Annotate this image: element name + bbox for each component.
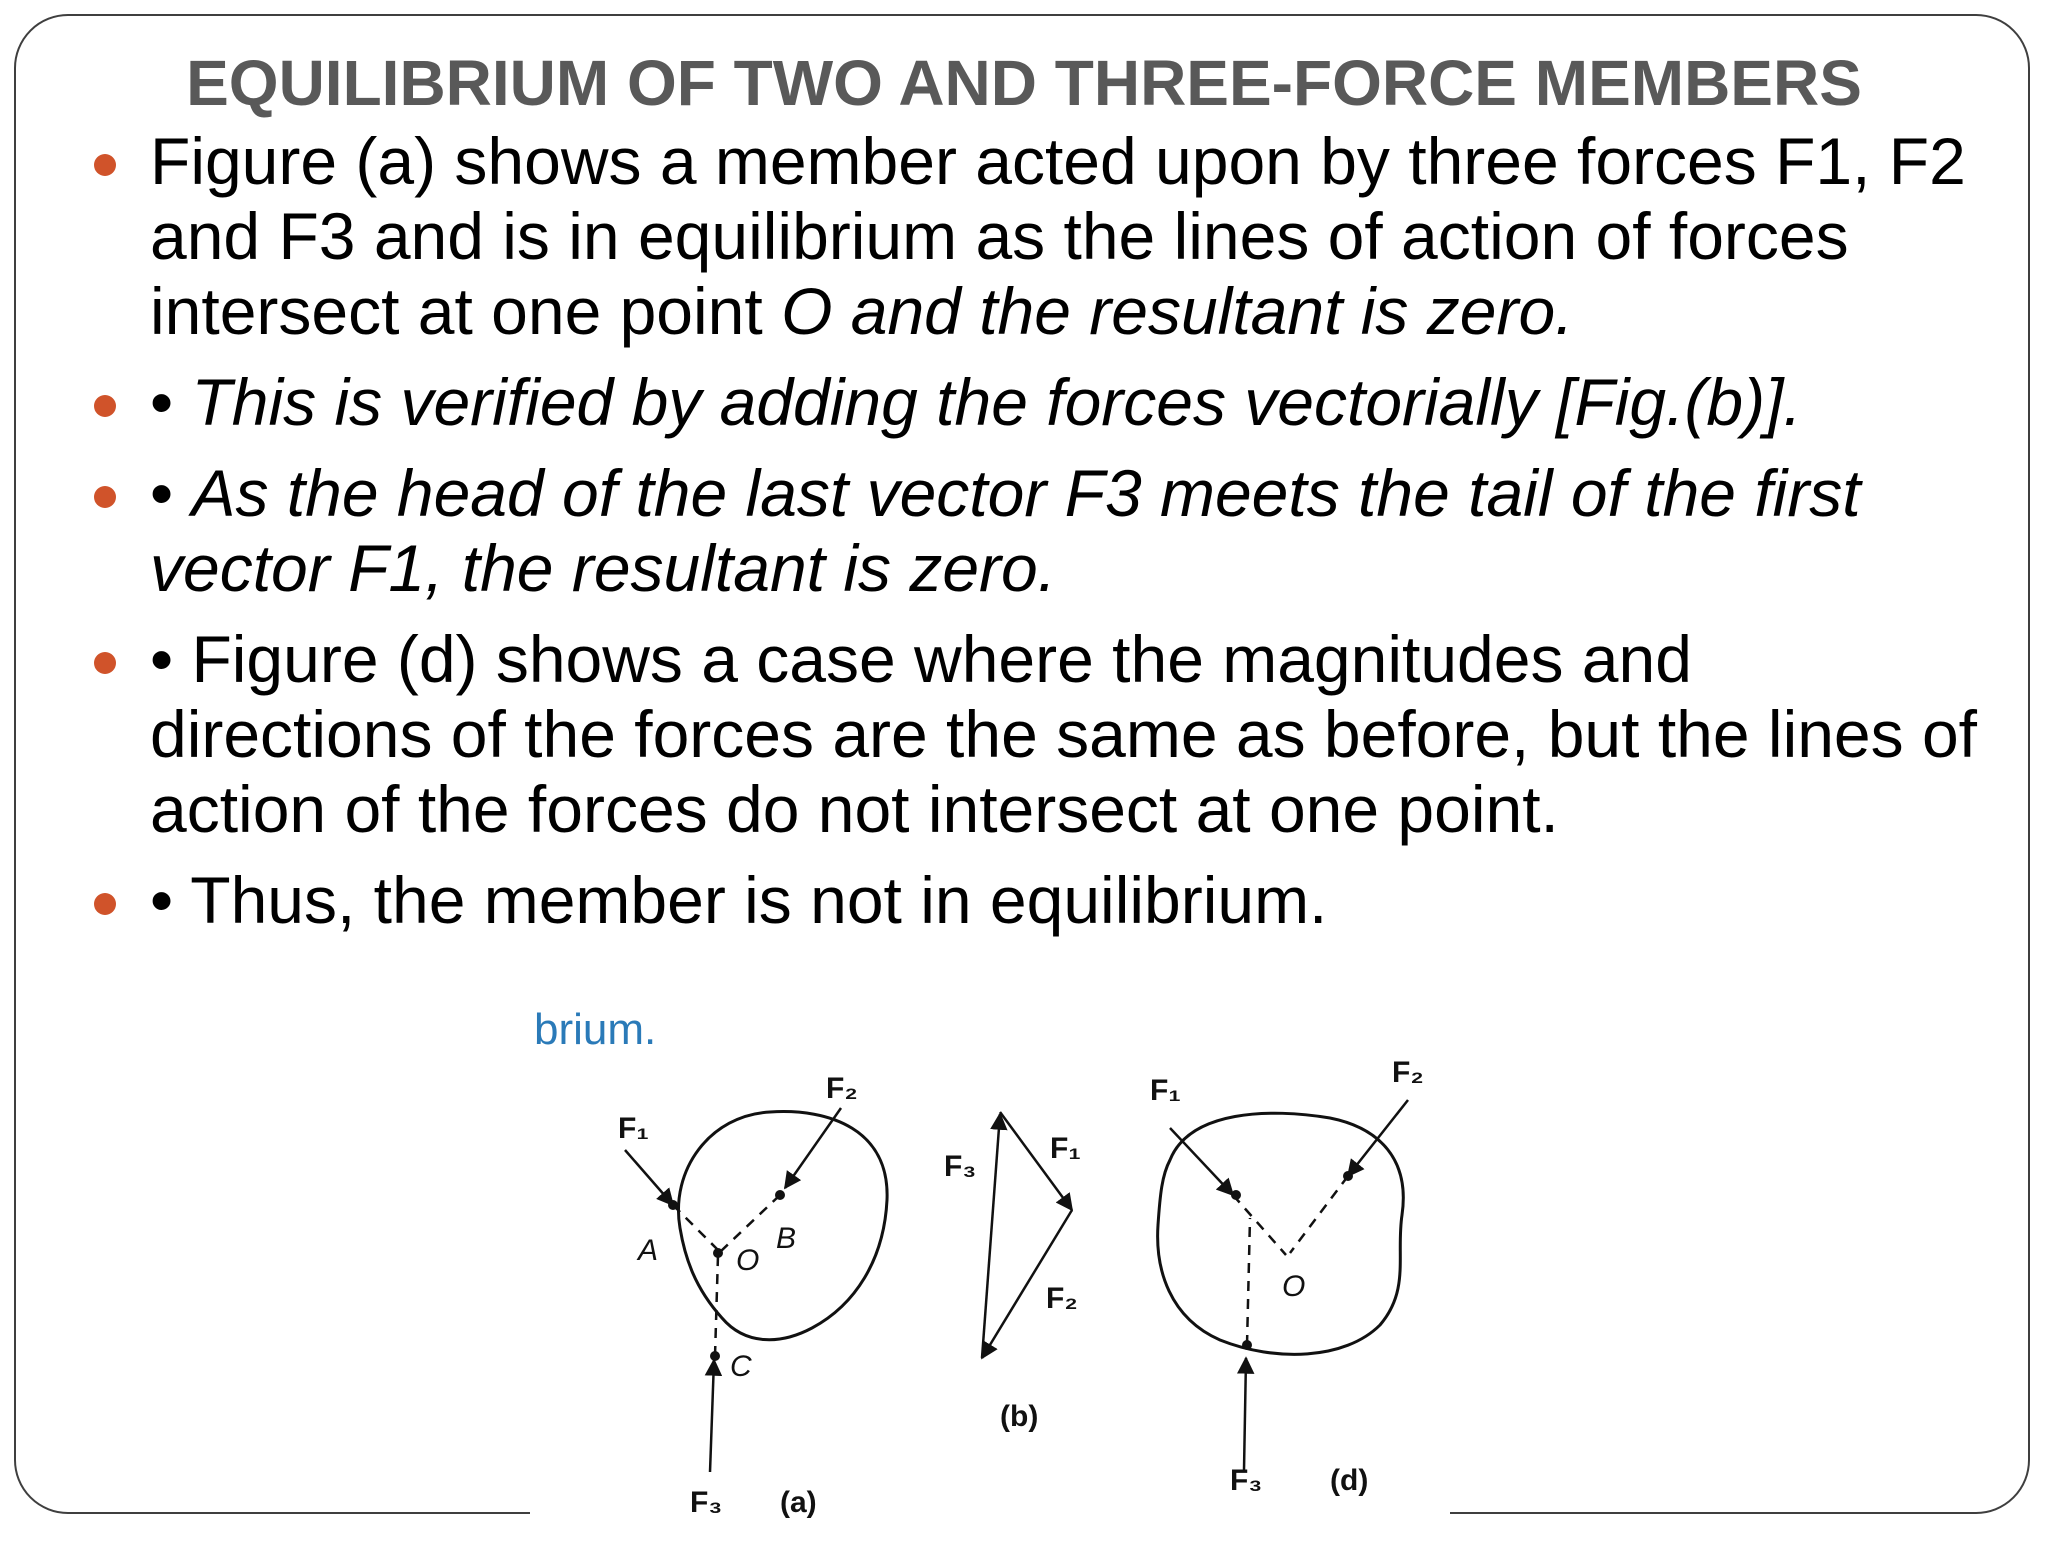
label-f3-d: F₃ <box>1230 1464 1263 1497</box>
bullet-item <box>150 863 1990 938</box>
caption-d: (d) <box>1330 1464 1369 1497</box>
bullet-dot-icon <box>94 893 116 915</box>
point-c-dot <box>710 1351 720 1361</box>
point-dot-d3 <box>1242 1340 1252 1350</box>
caption-b: (b) <box>1000 1400 1039 1433</box>
force-diagram-figure <box>530 1000 1450 1536</box>
label-f2-a: F₂ <box>826 1072 858 1105</box>
label-o-a: O <box>736 1244 760 1277</box>
label-a: A <box>638 1234 659 1267</box>
bullet-text: Figure (a) shows a member acted upon by three forces F1, F2 and F3 and is in equilibrium as the lines of action of forces intersect at one point <box>150 124 1966 348</box>
label-c: C <box>730 1350 752 1383</box>
bullet-text-italic: As the head of the last vector F3 meets the tail of the first vector F1, the resultant is zero. <box>150 456 1861 605</box>
bullet-text: • <box>150 365 192 439</box>
point-a-dot <box>668 1200 678 1210</box>
label-b: B <box>776 1222 797 1255</box>
bullet-dot-icon <box>94 652 116 674</box>
bullet-text-italic: O and the resultant is zero. <box>781 274 1574 348</box>
label-f1-b: F₁ <box>1050 1132 1081 1165</box>
figure-background <box>530 1000 1450 1536</box>
label-f3-b: F₃ <box>944 1150 977 1183</box>
point-dot-d2 <box>1343 1171 1353 1181</box>
point-o-dot-a <box>713 1248 723 1258</box>
label-f1-a: F₁ <box>618 1112 649 1145</box>
bullet-item <box>150 622 1990 847</box>
bullet-item <box>150 456 1990 606</box>
slide-title: EQUILIBRIUM OF TWO AND THREE-FORCE MEMBERS <box>186 47 1862 119</box>
force-diagrams-svg <box>530 1000 1450 1536</box>
label-f2-d: F₂ <box>1392 1056 1424 1089</box>
bullet-dot-icon <box>94 486 116 508</box>
bullet-item <box>150 124 1990 349</box>
bullet-dot-icon <box>94 154 116 176</box>
label-o-d: O <box>1282 1270 1306 1303</box>
point-b-dot <box>775 1190 785 1200</box>
point-dot-d1 <box>1231 1190 1241 1200</box>
caption-a: (a) <box>780 1486 817 1519</box>
bullet-dot-icon <box>94 395 116 417</box>
bullet-text: • <box>150 456 192 530</box>
bullet-item <box>150 365 1990 440</box>
label-f1-d: F₁ <box>1150 1074 1181 1107</box>
bullet-text: • Thus, the member is not in equilibrium. <box>150 863 1328 937</box>
label-f3-a: F₃ <box>690 1486 723 1519</box>
cropped-header-text: brium. <box>534 1005 657 1054</box>
bullet-text-italic: This is verified by adding the forces vectorially [Fig.(b)]. <box>191 365 1802 439</box>
bullet-list <box>150 124 1990 954</box>
bullet-text: • Figure (d) shows a case where the magnitudes and directions of the forces are the same as before, but the lines of action of the forces do not intersect at one point. <box>150 622 1978 846</box>
label-f2-b: F₂ <box>1046 1282 1078 1315</box>
